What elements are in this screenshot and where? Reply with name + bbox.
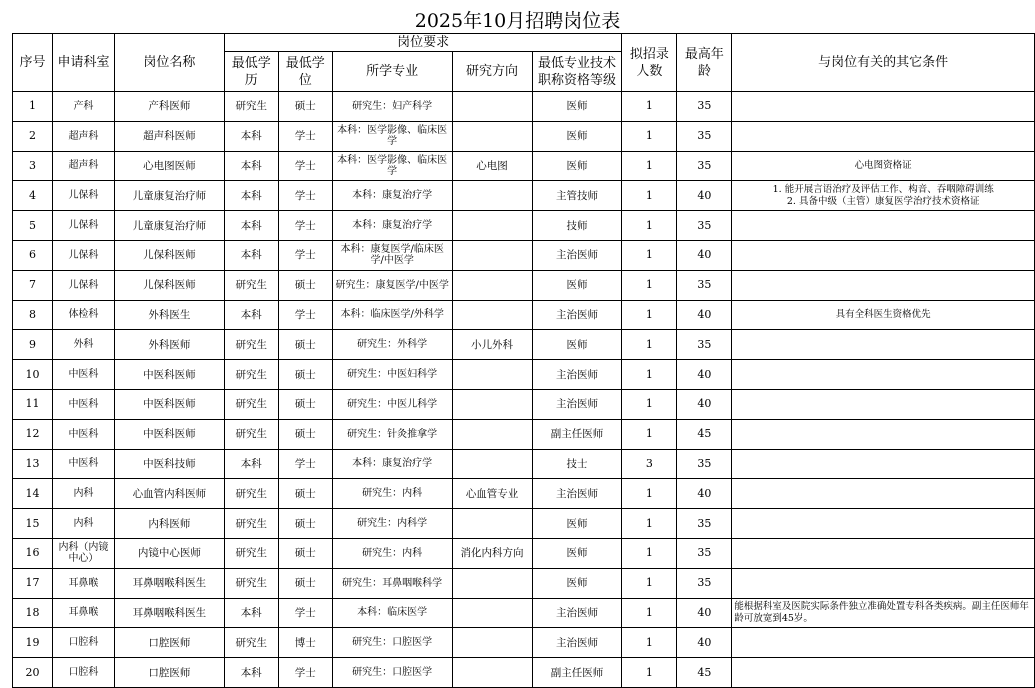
cell-count: 1: [622, 538, 677, 568]
cell-dept: 儿保科: [52, 211, 114, 241]
cell-major: 本科：康复治疗学: [332, 449, 452, 479]
cell-major: 研究生：中医儿科学: [332, 389, 452, 419]
cell-min-degree: 硕士: [278, 509, 332, 539]
cell-major: 研究生：口腔医学: [332, 628, 452, 658]
cell-major: 研究生：外科学: [332, 330, 452, 360]
cell-seq: 5: [13, 211, 53, 241]
cell-min-edu: 研究生: [224, 389, 278, 419]
cell-count: 1: [622, 479, 677, 509]
cell-min-title: 主治医师: [532, 240, 622, 270]
cell-seq: 12: [13, 419, 53, 449]
cell-count: 1: [622, 211, 677, 241]
cell-position: 口腔医师: [114, 658, 224, 688]
cell-position: 儿童康复治疗师: [114, 211, 224, 241]
cell-min-title: 医师: [532, 568, 622, 598]
cell-dept: 产科: [52, 92, 114, 122]
cell-research: [452, 389, 532, 419]
cell-seq: 6: [13, 240, 53, 270]
cell-max-age: 40: [677, 628, 732, 658]
cell-dept: 中医科: [52, 419, 114, 449]
cell-min-edu: 研究生: [224, 419, 278, 449]
cell-position: 耳鼻咽喉科医生: [114, 568, 224, 598]
cell-position: 产科医师: [114, 92, 224, 122]
cell-max-age: 45: [677, 658, 732, 688]
cell-research: [452, 628, 532, 658]
cell-min-title: 主治医师: [532, 300, 622, 330]
cell-major: 本科：医学影像、临床医学: [332, 121, 452, 151]
cell-dept: 外科: [52, 330, 114, 360]
cell-research: [452, 509, 532, 539]
cell-min-edu: 研究生: [224, 509, 278, 539]
cell-min-title: 副主任医师: [532, 419, 622, 449]
table-row: [13, 240, 1035, 270]
cell-seq: 4: [13, 181, 53, 211]
cell-count: 1: [622, 300, 677, 330]
table-body: [13, 92, 1035, 688]
cell-research: [452, 121, 532, 151]
cell-min-title: 医师: [532, 151, 622, 181]
cell-min-edu: 本科: [224, 211, 278, 241]
cell-other: [732, 92, 1035, 122]
cell-dept: 超声科: [52, 121, 114, 151]
cell-max-age: 35: [677, 538, 732, 568]
cell-min-degree: 硕士: [278, 330, 332, 360]
cell-other: [732, 628, 1035, 658]
cell-max-age: 35: [677, 270, 732, 300]
cell-min-title: 副主任医师: [532, 658, 622, 688]
cell-max-age: 35: [677, 211, 732, 241]
cell-research: [452, 568, 532, 598]
cell-other: [732, 568, 1035, 598]
cell-major: 研究生：内科学: [332, 509, 452, 539]
cell-max-age: 40: [677, 598, 732, 628]
cell-other: [732, 658, 1035, 688]
cell-other: [732, 121, 1035, 151]
cell-position: 中医科技师: [114, 449, 224, 479]
cell-seq: 8: [13, 300, 53, 330]
table-row: [13, 92, 1035, 122]
cell-major: 研究生：内科: [332, 479, 452, 509]
cell-seq: 18: [13, 598, 53, 628]
cell-count: 1: [622, 330, 677, 360]
header-other: 与岗位有关的其它条件: [732, 34, 1035, 92]
cell-count: 1: [622, 658, 677, 688]
cell-other: [732, 538, 1035, 568]
cell-position: 儿保科医师: [114, 270, 224, 300]
cell-dept: 儿保科: [52, 240, 114, 270]
cell-min-title: 主治医师: [532, 389, 622, 419]
cell-dept: 口腔科: [52, 628, 114, 658]
cell-major: 研究生：内科: [332, 538, 452, 568]
header-major: 所学专业: [332, 52, 452, 92]
table-row: [13, 360, 1035, 390]
cell-major: 研究生：妇产科学: [332, 92, 452, 122]
cell-position: 心血管内科医师: [114, 479, 224, 509]
table-row: [13, 568, 1035, 598]
cell-min-degree: 硕士: [278, 92, 332, 122]
header-max-age: 最高年龄: [677, 34, 732, 92]
cell-other: 1. 能开展言语治疗及评估工作、构音、吞咽障碍训练 2. 具备中级（主管）康复医学治疗技术资格证: [732, 181, 1035, 211]
cell-position: 内科医师: [114, 509, 224, 539]
cell-position: 外科医生: [114, 300, 224, 330]
cell-other: [732, 211, 1035, 241]
cell-min-edu: 研究生: [224, 330, 278, 360]
cell-other: [732, 449, 1035, 479]
cell-min-degree: 学士: [278, 151, 332, 181]
cell-dept: 耳鼻喉: [52, 568, 114, 598]
cell-min-edu: 本科: [224, 658, 278, 688]
cell-dept: 中医科: [52, 449, 114, 479]
cell-min-edu: 本科: [224, 598, 278, 628]
cell-major: 研究生：口腔医学: [332, 658, 452, 688]
cell-max-age: 45: [677, 419, 732, 449]
cell-research: [452, 360, 532, 390]
cell-research: [452, 449, 532, 479]
cell-min-degree: 硕士: [278, 389, 332, 419]
table-row: [13, 330, 1035, 360]
cell-min-degree: 学士: [278, 181, 332, 211]
cell-major: 研究生：中医妇科学: [332, 360, 452, 390]
cell-min-degree: 硕士: [278, 479, 332, 509]
cell-position: 外科医师: [114, 330, 224, 360]
cell-min-edu: 研究生: [224, 538, 278, 568]
cell-count: 1: [622, 509, 677, 539]
cell-max-age: 35: [677, 568, 732, 598]
header-research: 研究方向: [452, 52, 532, 92]
cell-min-edu: 本科: [224, 300, 278, 330]
cell-position: 口腔医师: [114, 628, 224, 658]
table-row: [13, 479, 1035, 509]
cell-max-age: 40: [677, 300, 732, 330]
table-row: [13, 628, 1035, 658]
cell-min-title: 医师: [532, 538, 622, 568]
cell-max-age: 35: [677, 509, 732, 539]
table-row: [13, 419, 1035, 449]
cell-research: [452, 211, 532, 241]
cell-min-edu: 研究生: [224, 360, 278, 390]
cell-min-title: 医师: [532, 270, 622, 300]
cell-min-title: 技士: [532, 449, 622, 479]
cell-seq: 17: [13, 568, 53, 598]
cell-other: [732, 330, 1035, 360]
cell-seq: 3: [13, 151, 53, 181]
cell-min-degree: 硕士: [278, 419, 332, 449]
cell-count: 1: [622, 389, 677, 419]
cell-dept: 内科（内镜中心）: [52, 538, 114, 568]
cell-position: 中医科医师: [114, 389, 224, 419]
cell-seq: 16: [13, 538, 53, 568]
cell-min-degree: 硕士: [278, 538, 332, 568]
cell-max-age: 40: [677, 389, 732, 419]
cell-major: 本科：临床医学/外科学: [332, 300, 452, 330]
cell-research: [452, 181, 532, 211]
table-row: [13, 270, 1035, 300]
cell-count: 1: [622, 240, 677, 270]
cell-seq: 19: [13, 628, 53, 658]
table-row: [13, 389, 1035, 419]
cell-min-degree: 博士: [278, 628, 332, 658]
cell-other: [732, 419, 1035, 449]
table-row: [13, 658, 1035, 688]
cell-count: 1: [622, 270, 677, 300]
cell-major: 研究生：康复医学/中医学: [332, 270, 452, 300]
cell-min-title: 医师: [532, 509, 622, 539]
cell-min-edu: 研究生: [224, 270, 278, 300]
cell-seq: 11: [13, 389, 53, 419]
cell-count: 1: [622, 360, 677, 390]
header-min-edu: 最低学历: [224, 52, 278, 92]
cell-research: [452, 92, 532, 122]
cell-min-degree: 学士: [278, 598, 332, 628]
cell-min-title: 主治医师: [532, 479, 622, 509]
cell-min-title: 主管技师: [532, 181, 622, 211]
cell-dept: 内科: [52, 509, 114, 539]
cell-position: 儿保科医师: [114, 240, 224, 270]
cell-research: 小儿外科: [452, 330, 532, 360]
cell-min-degree: 学士: [278, 658, 332, 688]
cell-min-degree: 学士: [278, 300, 332, 330]
table-row: [13, 598, 1035, 628]
cell-other: [732, 360, 1035, 390]
cell-other: [732, 509, 1035, 539]
cell-min-edu: 研究生: [224, 628, 278, 658]
cell-other: [732, 240, 1035, 270]
table-row: [13, 449, 1035, 479]
cell-major: 本科：医学影像、临床医学: [332, 151, 452, 181]
cell-min-title: 主治医师: [532, 598, 622, 628]
cell-research: [452, 598, 532, 628]
cell-seq: 20: [13, 658, 53, 688]
cell-seq: 10: [13, 360, 53, 390]
cell-major: 本科：临床医学: [332, 598, 452, 628]
cell-dept: 内科: [52, 479, 114, 509]
cell-min-degree: 学士: [278, 449, 332, 479]
cell-count: 1: [622, 419, 677, 449]
cell-max-age: 40: [677, 240, 732, 270]
cell-research: [452, 300, 532, 330]
page-title: 2025年10月招聘岗位表: [414, 10, 621, 32]
cell-min-degree: 硕士: [278, 270, 332, 300]
cell-major: 研究生：耳鼻咽喉科学: [332, 568, 452, 598]
cell-position: 超声科医师: [114, 121, 224, 151]
table-row: [13, 509, 1035, 539]
cell-dept: 儿保科: [52, 181, 114, 211]
cell-other: 具有全科医生资格优先: [732, 300, 1035, 330]
cell-min-degree: 硕士: [278, 568, 332, 598]
cell-dept: 中医科: [52, 389, 114, 419]
table-row: [13, 211, 1035, 241]
cell-research: [452, 240, 532, 270]
table-row: [13, 300, 1035, 330]
cell-min-degree: 学士: [278, 121, 332, 151]
cell-min-title: 医师: [532, 121, 622, 151]
cell-position: 心电图医师: [114, 151, 224, 181]
cell-dept: 儿保科: [52, 270, 114, 300]
cell-count: 1: [622, 92, 677, 122]
cell-research: 心血管专业: [452, 479, 532, 509]
cell-min-edu: 本科: [224, 121, 278, 151]
recruitment-table: [12, 33, 1035, 688]
cell-research: 消化内科方向: [452, 538, 532, 568]
cell-research: [452, 419, 532, 449]
cell-min-edu: 本科: [224, 151, 278, 181]
cell-max-age: 40: [677, 479, 732, 509]
cell-min-degree: 硕士: [278, 360, 332, 390]
header-count: 拟招录人数: [622, 34, 677, 92]
cell-max-age: 35: [677, 449, 732, 479]
cell-count: 3: [622, 449, 677, 479]
cell-dept: 超声科: [52, 151, 114, 181]
cell-major: 本科：康复治疗学: [332, 211, 452, 241]
cell-major: 本科：康复治疗学: [332, 181, 452, 211]
cell-research: 心电图: [452, 151, 532, 181]
cell-min-edu: 本科: [224, 240, 278, 270]
cell-max-age: 35: [677, 121, 732, 151]
table-row: [13, 151, 1035, 181]
cell-seq: 15: [13, 509, 53, 539]
cell-seq: 1: [13, 92, 53, 122]
cell-dept: 体检科: [52, 300, 114, 330]
header-min-title: 最低专业技术职称资格等级: [532, 52, 622, 92]
cell-min-edu: 研究生: [224, 92, 278, 122]
cell-other: [732, 389, 1035, 419]
cell-max-age: 40: [677, 360, 732, 390]
cell-major: 本科：康复医学/临床医学/中医学: [332, 240, 452, 270]
cell-seq: 9: [13, 330, 53, 360]
cell-min-title: 主治医师: [532, 628, 622, 658]
cell-count: 1: [622, 598, 677, 628]
cell-seq: 2: [13, 121, 53, 151]
table-row: [13, 121, 1035, 151]
cell-count: 1: [622, 628, 677, 658]
cell-min-degree: 学士: [278, 211, 332, 241]
cell-seq: 13: [13, 449, 53, 479]
table-row: [13, 538, 1035, 568]
cell-min-title: 主治医师: [532, 360, 622, 390]
cell-other: [732, 479, 1035, 509]
cell-seq: 14: [13, 479, 53, 509]
cell-min-edu: 研究生: [224, 479, 278, 509]
cell-research: [452, 270, 532, 300]
cell-position: 内镜中心医师: [114, 538, 224, 568]
header-seq: 序号: [13, 34, 53, 92]
header-min-degree: 最低学位: [278, 52, 332, 92]
cell-min-edu: 研究生: [224, 568, 278, 598]
cell-count: 1: [622, 121, 677, 151]
cell-max-age: 35: [677, 330, 732, 360]
cell-min-title: 医师: [532, 330, 622, 360]
cell-min-edu: 本科: [224, 449, 278, 479]
cell-seq: 7: [13, 270, 53, 300]
cell-dept: 中医科: [52, 360, 114, 390]
cell-max-age: 35: [677, 151, 732, 181]
cell-research: [452, 658, 532, 688]
cell-major: 研究生：针灸推拿学: [332, 419, 452, 449]
header-dept: 申请科室: [52, 34, 114, 92]
table-row: [13, 181, 1035, 211]
cell-other: 心电图资格证: [732, 151, 1035, 181]
cell-dept: 耳鼻喉: [52, 598, 114, 628]
cell-position: 儿童康复治疗师: [114, 181, 224, 211]
header-requirements: 岗位要求: [224, 34, 622, 52]
header-position: 岗位名称: [114, 34, 224, 92]
cell-count: 1: [622, 181, 677, 211]
cell-position: 耳鼻咽喉科医生: [114, 598, 224, 628]
cell-min-edu: 本科: [224, 181, 278, 211]
cell-count: 1: [622, 151, 677, 181]
cell-other: [732, 270, 1035, 300]
cell-other: 能根据科室及医院实际条件独立准确处置专科各类疾病。副主任医师年龄可放宽到45岁。: [732, 598, 1035, 628]
cell-min-degree: 学士: [278, 240, 332, 270]
cell-max-age: 35: [677, 92, 732, 122]
cell-dept: 口腔科: [52, 658, 114, 688]
cell-max-age: 40: [677, 181, 732, 211]
cell-position: 中医科医师: [114, 419, 224, 449]
cell-min-title: 技师: [532, 211, 622, 241]
cell-min-title: 医师: [532, 92, 622, 122]
cell-position: 中医科医师: [114, 360, 224, 390]
cell-count: 1: [622, 568, 677, 598]
